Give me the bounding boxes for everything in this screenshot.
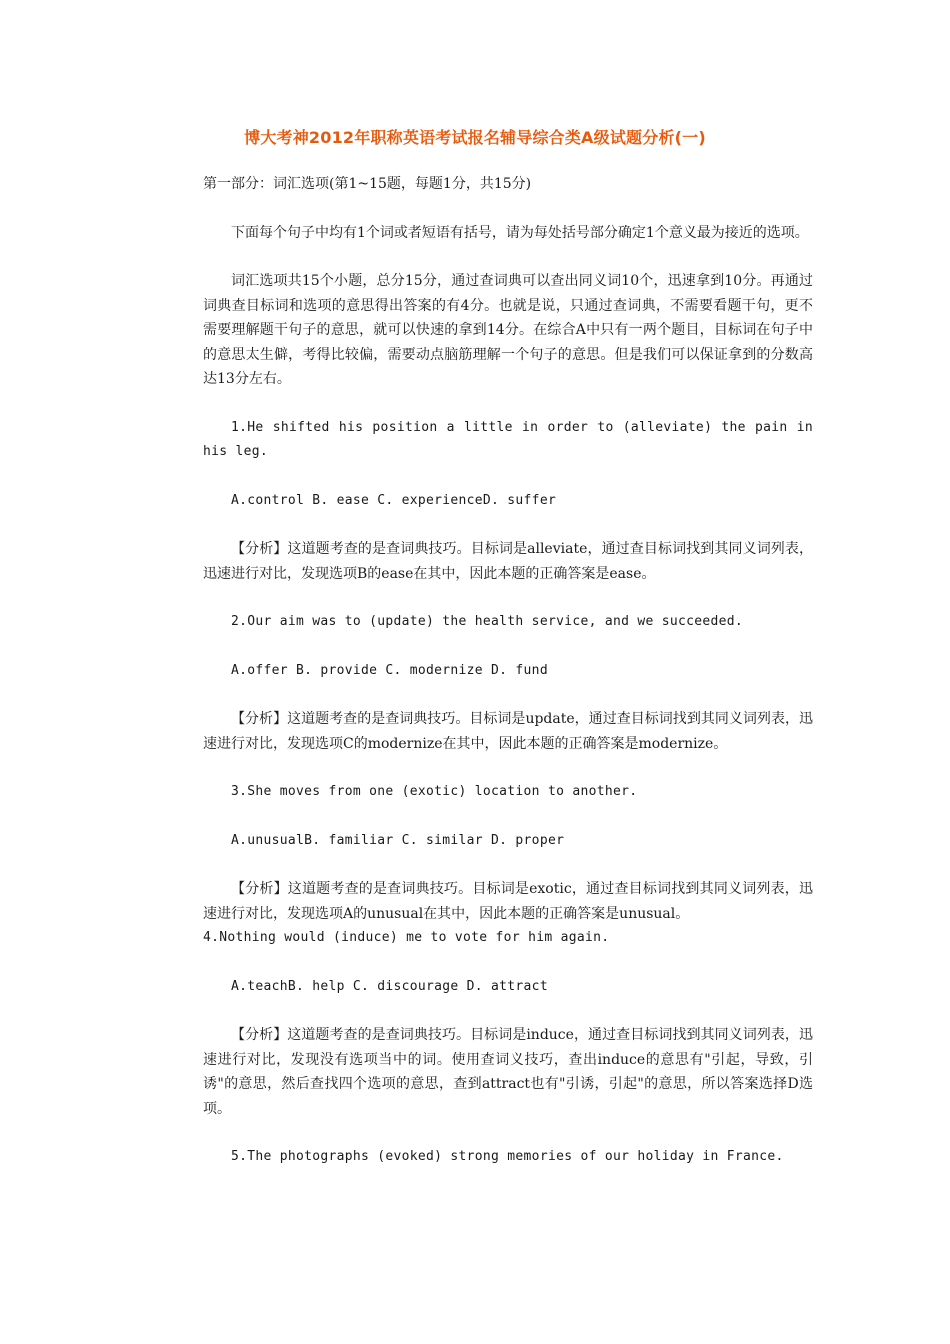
question-4: 4.Nothing would (induce) me to vote for him again.: [203, 930, 610, 945]
options-1: A.control B. ease C. experienceD. suffer: [231, 492, 557, 508]
question-2: 2.Our aim was to (update) the health service, and we succeeded.: [231, 614, 743, 629]
question-3: 3.She moves from one (exotic) location to another.: [231, 784, 638, 799]
overview-paragraph: 词汇选项共15个小题，总分15分，通过查词典可以查出同义词10个，迅速拿到10分。再通过词典查目标词和选项的意思得出答案的有4分。也就是说，只通过查词典，不需要看题干句，更不需要理解题干句子的意思，就可以快速的拿到14分。在综合A中只有一两个题目，目标词在句子中的意思太生僻，考得比较偏，需要动点脑筋理解一个句子的意思。但是我们可以保证拿到的分数高达13分左右。: [203, 273, 813, 387]
options-2: A.offer B. provide C. modernize D. fund: [231, 662, 548, 678]
analysis-4: 【分析】这道题考查的是查词典技巧。目标词是induce，通过查目标词找到其同义词列表，迅速进行对比，发现没有选项当中的词。使用查词义技巧，查出induce的意思有"引起，导致，引诱"的意思，然后查找四个选项的意思，查到attract也有"引诱，引起"的意思，所以答案选择D选项。: [203, 1027, 813, 1117]
instruction-paragraph: 下面每个句子中均有1个词或者短语有括号，请为每处括号部分确定1个意义最为接近的选项。: [231, 224, 809, 241]
analysis-2: 【分析】这道题考查的是查词典技巧。目标词是update，通过查目标词找到其同义词列表，迅速进行对比，发现选项C的modernize在其中，因此本题的正确答案是modernize。: [203, 711, 813, 752]
analysis-3: 【分析】这道题考查的是查词典技巧。目标词是exotic，通过查目标词找到其同义词列表，迅速进行对比，发现选项A的unusual在其中，因此本题的正确答案是unusual。: [203, 881, 813, 922]
analysis-1: 【分析】这道题考查的是查词典技巧。目标词是alleviate，通过查目标词找到其同义词列表，迅速进行对比，发现选项B的ease在其中，因此本题的正确答案是ease。: [203, 541, 813, 582]
document-body: [203, 172, 813, 1170]
section-heading: 第一部分：词汇选项(第1~15题，每题1分，共15分): [203, 176, 532, 192]
question-1: 1.He shifted his position a little in order to (alleviate) the pain in his leg.: [203, 419, 813, 459]
options-3: A.unusualB. familiar C. similar D. proper: [231, 832, 565, 848]
question-5: 5.The photographs (evoked) strong memories of our holiday in France.: [231, 1149, 784, 1164]
document-title: 博大考神2012年职称英语考试报名辅导综合类A级试题分析(一): [244, 128, 706, 147]
options-4: A.teachB. help C. discourage D. attract: [231, 978, 548, 994]
